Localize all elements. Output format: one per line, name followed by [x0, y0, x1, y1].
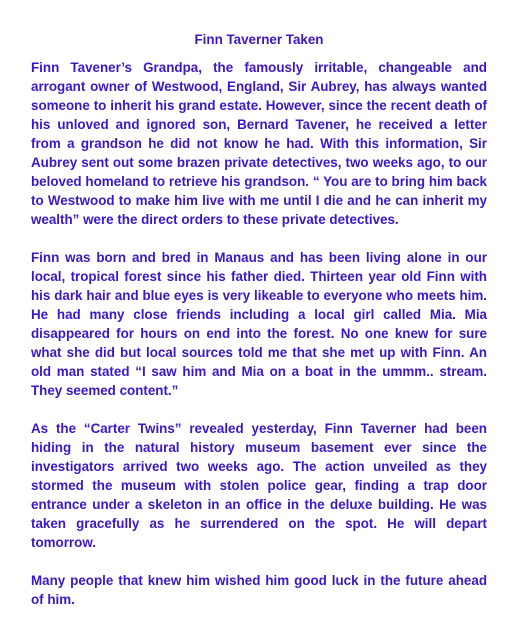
article-title: Finn Taverner Taken: [194, 32, 324, 47]
document-page: [31, 30, 487, 609]
paragraph-intro: Finn Tavener’s Grandpa, the famously irritable, changeable and arrogant owner of Westwood, England, Sir Aubrey, has always wanted someone to inherit his grand estate. However, since the recent death of his unloved and ignored son, Bernard Tavener, he received a letter from a grandson he did not know he had. With this information, Sir Aubrey sent out some brazen private detectives, two weeks ago, to our beloved homeland to retrieve his grandson. “ You are to bring him back to Westwood to make him live with me until I die and he can inherit my wealth” were the direct orders to these private detectives.: [31, 60, 487, 227]
paragraph-capture: As the “Carter Twins” revealed yesterday, Finn Taverner had been hiding in the natural history museum basement ever since the investigators arrived two weeks ago. The action unveiled as they stormed the museum with stolen police gear, finding a trap door entrance under a skeleton in an office in the deluxe building. He was taken gracefully as he surrendered on the spot. He will depart tomorrow.: [31, 421, 487, 550]
paragraph-background: Finn was born and bred in Manaus and has been living alone in our local, tropical forest since his father died. Thirteen year old Finn with his dark hair and blue eyes is very likeable to everyone who meets him. He had many close friends including a local girl called Mia. Mia disappeared for hours on end into the forest. No one knew for sure what she did but local sources told me that she met up with Finn. An old man stated “I saw him and Mia on a boat in the ummm.. stream. They seemed content.”: [31, 250, 487, 398]
paragraph-closing: Many people that knew him wished him good luck in the future ahead of him.: [31, 573, 487, 607]
